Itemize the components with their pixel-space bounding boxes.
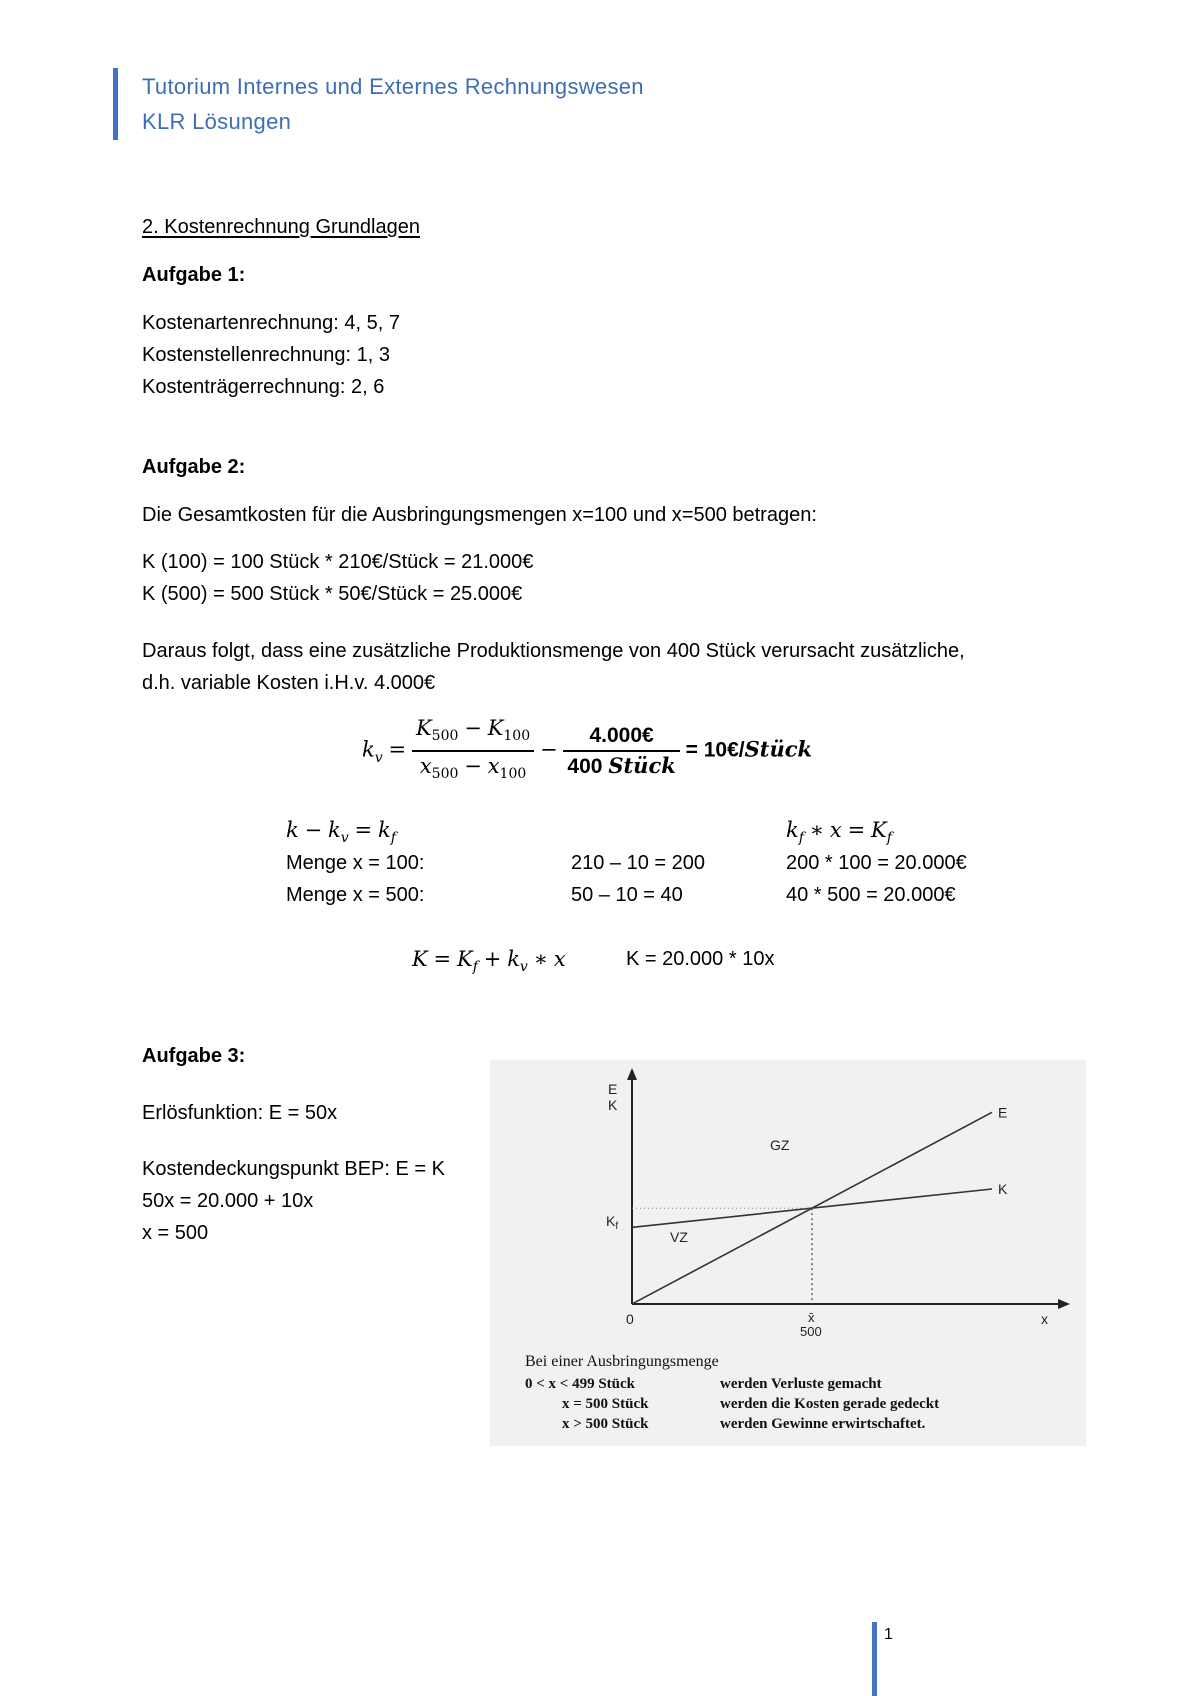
caption-range: 0 < x < 499 Stück — [525, 1376, 636, 1392]
caption-text: werden die Kosten gerade gedeckt — [720, 1396, 940, 1412]
aufgabe3-bep-equation: 50x = 20.000 + 10x — [142, 1190, 314, 1212]
total-cost-text: K = 20.000 * 10x — [626, 948, 775, 970]
aufgabe2-conclusion-1: Daraus folgt, dass eine zusätzliche Produktionsmenge von 400 Stück verursacht zusätzliche, — [142, 640, 965, 662]
aufgabe3-bep-title: Kostendeckungspunkt BEP: E = K — [142, 1158, 445, 1180]
break-even-chart — [490, 1060, 1086, 1446]
vz-label: VZ — [670, 1229, 688, 1245]
caption-title: Bei einer Ausbringungsmenge — [525, 1353, 719, 1370]
x-axis-arrow — [1058, 1299, 1070, 1309]
y-axis-label-e: E — [608, 1081, 618, 1097]
table-row-result: 40 * 500 = 20.000€ — [786, 884, 956, 906]
table-row-label: Menge x = 500: — [286, 884, 425, 906]
table-header-formula-1: $k - k_v = k_f$ — [286, 818, 396, 847]
aufgabe2-k100: K (100) = 100 Stück * 210€/Stück = 21.000€ — [142, 551, 534, 573]
total-cost-formula: $K = K_f + k_v$ ∗ x — [412, 947, 566, 976]
aufgabe3-bep-result: x = 500 — [142, 1222, 209, 1244]
y-axis-arrow — [627, 1068, 637, 1080]
gz-label: GZ — [770, 1137, 790, 1153]
kv-fraction-values: $\frac{4.000€}{\text{400 Stück}}$ — [563, 722, 679, 781]
break-even-chart-scan — [490, 1060, 1086, 1446]
aufgabe1-line: Kostenträgerrechnung: 2, 6 — [142, 376, 385, 398]
aufgabe2-conclusion-2: d.h. variable Kosten i.H.v. 4.000€ — [142, 672, 436, 694]
caption-range: x > 500 Stück — [562, 1416, 649, 1432]
table-row-result: 200 * 100 = 20.000€ — [786, 852, 967, 874]
header-title: Tutorium Internes und Externes Rechnungswesen — [142, 74, 644, 99]
aufgabe1-title: Aufgabe 1: — [142, 264, 246, 286]
x-axis-label: x — [1041, 1311, 1048, 1327]
aufgabe1-line: Kostenstellenrechnung: 1, 3 — [142, 344, 390, 366]
kv-fraction: $\frac{K_{500} - K_{100}}{x_{500} - x_{100}}$ — [412, 714, 534, 788]
y-axis-label-k: K — [608, 1097, 618, 1113]
aufgabe3-revenue-function: Erlösfunktion: E = 50x — [142, 1102, 338, 1124]
page-number: 1 — [884, 1626, 893, 1643]
aufgabe2-k500: K (500) = 500 Stück * 50€/Stück = 25.000€ — [142, 583, 523, 605]
x-mark-label: x̄ — [808, 1310, 815, 1325]
aufgabe2-title: Aufgabe 2: — [142, 456, 246, 478]
aufgabe1-line: Kostenartenrechnung: 4, 5, 7 — [142, 312, 400, 334]
footer-accent-bar — [872, 1622, 877, 1696]
kv-formula: $k_v$ = $\frac{K_{500} - K_{100}}{x_{500} - x_{100}}$ − $\frac{4.000€}{\text{400 Stück}}$ = 10€/Stück — [362, 714, 812, 788]
header-accent-bar — [113, 68, 118, 140]
series-label-k: K — [998, 1181, 1008, 1197]
table-row-label: Menge x = 100: — [286, 852, 425, 874]
table-header-formula-2: $k_f$ ∗ $x = K_f$ — [786, 818, 892, 847]
header-subtitle: KLR Lösungen — [142, 109, 292, 134]
origin-label: 0 — [626, 1311, 634, 1327]
caption-text: werden Gewinne erwirtschaftet. — [720, 1416, 926, 1432]
caption-range: x = 500 Stück — [562, 1396, 649, 1412]
table-row-calc: 210 – 10 = 200 — [571, 852, 706, 874]
aufgabe3-title: Aufgabe 3: — [142, 1045, 246, 1067]
section-title: 2. Kostenrechnung Grundlagen — [142, 216, 420, 238]
kf-label: $K_f$ — [606, 1213, 619, 1232]
x-mark-value: 500 — [800, 1324, 822, 1339]
series-label-e: E — [998, 1104, 1008, 1121]
caption-text: werden Verluste gemacht — [720, 1376, 882, 1392]
table-row-calc: 50 – 10 = 40 — [571, 884, 683, 906]
aufgabe2-intro: Die Gesamtkosten für die Ausbringungsmengen x=100 und x=500 betragen: — [142, 504, 817, 526]
